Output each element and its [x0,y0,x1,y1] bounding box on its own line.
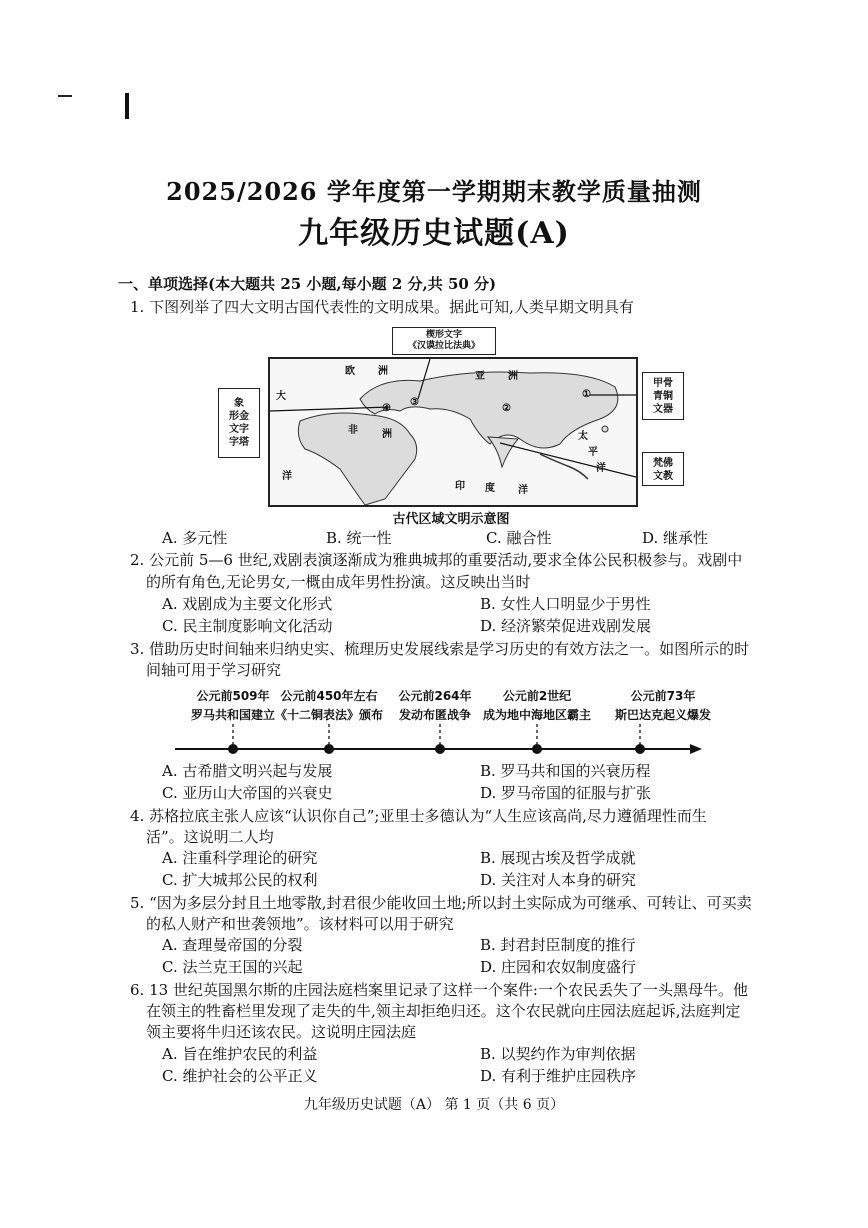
q1-option-c[interactable]: C. 融合性 [486,529,552,547]
scan-mark-dash [58,95,72,97]
map-marker-2: ② [502,403,511,414]
q6-option-b[interactable]: B. 以契约作为审判依据 [480,1045,636,1063]
map-label-fei: 非 [348,425,358,436]
q2-stem-line1: 2. 公元前 5—6 世纪,戏剧表演逐渐成为雅典城邦的重要活动,要求全体公民积极参与。戏剧中 [130,551,743,569]
q2-option-b[interactable]: B. 女性人口明显少于男性 [480,595,651,613]
q3-option-d[interactable]: D. 罗马帝国的征服与扩张 [480,784,652,802]
timeline-year-1: 公元前509年 [196,689,270,703]
map-label-da: 大 [276,391,286,402]
q6-option-c[interactable]: C. 维护社会的公平正义 [162,1067,318,1085]
q5-option-b[interactable]: B. 封君封臣制度的推行 [480,936,636,954]
q3-option-a[interactable]: A. 古希腊文明兴起与发展 [162,762,333,780]
page-footer: 九年级历史试题（A） 第 1 页（共 6 页） [303,1097,565,1113]
q2-stem-line2: 的所有角色,无论男女,一概由成年男性扮演。这反映出当时 [146,573,531,591]
timeline-axis [170,724,730,760]
q6-stem-line2: 在领主的牲畜栏里发现了走失的牛,领主却拒绝归还。这个农民就向庄园法庭起诉,法庭判定 [146,1002,741,1020]
q4-option-b[interactable]: B. 展现古埃及哲学成就 [480,849,636,867]
timeline-year-2: 公元前450年左右 [280,689,378,703]
q4-option-c[interactable]: C. 扩大城邦公民的权利 [162,871,318,889]
q6-stem-line1: 6. 13 世纪英国黑尔斯的庄园法庭档案里记录了这样一个案件:一个农民丢失了一头黑母牛。他 [130,981,748,999]
q5-option-d[interactable]: D. 庄园和农奴制度盛行 [480,958,637,976]
map-marker-3: ③ [410,397,419,408]
map-label-ping: 平 [588,447,598,458]
q5-stem-line1: 5. “因为多层分封且土地零散,封君很少能收回土地;所以封土实际成为可继承、可转让、可买卖 [130,894,752,912]
world-map [268,357,638,507]
exam-subtitle: 九年级历史试题(A) [298,216,570,251]
q6-option-d[interactable]: D. 有利于维护庄园秩序 [480,1067,637,1085]
q2-option-c[interactable]: C. 民主制度影响文化活动 [162,617,333,635]
map-label-yang-indian: 洋 [518,485,528,496]
q1-option-a[interactable]: A. 多元性 [162,529,228,547]
map-label-du: 度 [485,483,495,494]
q5-option-c[interactable]: C. 法兰克王国的兴起 [162,958,303,976]
q1-option-b[interactable]: B. 统一性 [326,529,392,547]
q4-option-d[interactable]: D. 关注对人本身的研究 [480,871,637,889]
q2-option-a[interactable]: A. 戏剧成为主要文化形式 [162,595,333,613]
section-heading: 一、单项选择(本大题共 25 小题,每小题 2 分,共 50 分) [118,275,497,293]
map-marker-1: ① [582,389,591,400]
map-label-zhou-asia: 洲 [508,371,518,382]
q4-stem-line1: 4. 苏格拉底主张人应该“认识你自己”;亚里士多德认为“人生应该高尚,尽力遵循理性而生 [130,807,707,825]
exam-title: 2025/2026 学年度第一学期期末教学质量抽测 [166,177,702,206]
timeline-year-3: 公元前264年 [398,689,472,703]
q6-stem-line3: 领主要将牛归还该农民。这说明庄园法庭 [146,1023,417,1041]
q3-stem-line2: 间轴可用于学习研究 [146,661,282,679]
map-label-yang-pacific: 洋 [596,463,606,474]
timeline-event-1: 罗马共和国建立 [190,708,275,722]
map-label-ya: 亚 [475,371,485,382]
q1-stem: 1. 下图列举了四大文明古国代表性的文明成果。据此可知,人类早期文明具有 [130,298,634,316]
map-label-zhou-europe: 洲 [378,366,388,377]
scan-mark-bar [125,93,129,119]
q4-option-a[interactable]: A. 注重科学理论的研究 [162,849,318,867]
map-box-egypt: 象 形金 文字 字塔 [218,388,260,458]
q3-option-b[interactable]: B. 罗马共和国的兴衰历程 [480,762,651,780]
map-box-india: 梵佛 文教 [642,452,684,486]
map-label-zhou-africa: 洲 [382,429,392,440]
q4-stem-line2: 活”。这说明二人均 [146,828,274,846]
map-label-yin: 印 [455,481,465,492]
timeline-event-4: 成为地中海地区霸主 [482,708,591,722]
q5-stem-line2: 的私人财产和世袭领地”。该材料可以用于研究 [146,915,454,933]
q1-option-d[interactable]: D. 继承性 [642,529,709,547]
map-box-china: 甲骨 青铜 文器 [642,372,684,420]
timeline-event-2: 《十二铜表法》颁布 [274,708,383,722]
map-caption: 古代区域文明示意图 [392,512,510,527]
q3-stem-line1: 3. 借助历史时间轴来归纳史实、梳理历史发展线索是学习历史的有效方法之一。如图所示的时 [130,640,750,658]
map-label-yang-atlantic: 洋 [282,471,292,482]
map-box-cuneiform: 楔形文字 《汉谟拉比法典》 [392,327,496,355]
timeline-year-4: 公元前2世纪 [502,689,572,703]
map-marker-4: ④ [382,403,391,414]
q6-option-a[interactable]: A. 旨在维护农民的利益 [162,1045,318,1063]
q2-option-d[interactable]: D. 经济繁荣促进戏剧发展 [480,617,652,635]
q3-option-c[interactable]: C. 亚历山大帝国的兴衰史 [162,784,333,802]
timeline-year-5: 公元前73年 [630,689,696,703]
timeline-event-3: 发动布匿战争 [398,708,471,722]
map-label-tai: 太 [578,431,588,442]
timeline-event-5: 斯巴达克起义爆发 [614,708,711,722]
map-label-ou: 欧 [345,366,355,377]
q5-option-a[interactable]: A. 查理曼帝国的分裂 [162,936,303,954]
